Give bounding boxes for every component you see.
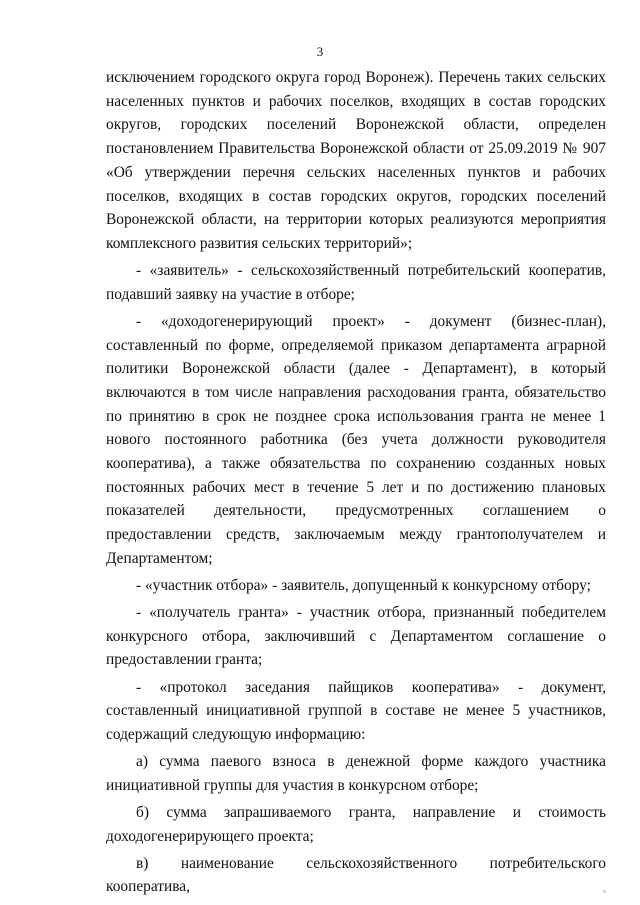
- scan-speck: [603, 890, 606, 893]
- paragraph-item-a: а) сумма паевого взноса в денежной форме каждого участника инициативной группы для участия в конкурсном отборе;: [106, 753, 606, 794]
- paragraph-definition-protocol: - «протокол заседания пайщиков кооператива» - документ, составленный инициативной группой в составе не менее 5 участников, содержащий следующую информацию:: [106, 678, 606, 743]
- paragraph-definition-applicant: - «заявитель» - сельскохозяйственный потребительский кооператив, подавший заявку на участие в отборе;: [106, 262, 606, 303]
- paragraph-item-b: б) сумма запрашиваемого гранта, направление и стоимость доходогенерирующего проекта;: [106, 803, 606, 845]
- paragraph-item-v: в) наименование сельскохозяйственного потребительского кооператива,: [106, 854, 606, 896]
- paragraph-definition-participant: - «участник отбора» - заявитель, допущенный к конкурсному отбору;: [136, 576, 591, 594]
- document-body: [106, 66, 606, 902]
- paragraph-settlements-list: исключением городского округа город Воронеж). Перечень таких сельских населенных пунктов и рабочих поселков, входящих в состав городских округов, городских поселений Воронежской области, определен постановлением Правительства Воронежской области от 25.09.2019 № 907 «Об утверждении перечня сельских населенных пунктов и рабочих поселков, входящих в состав городских округов, городских поселений Воронежской области, на территории которых реализуются мероприятия комплексного развития сельских территорий»;: [106, 69, 606, 252]
- paragraph-definition-income-project: - «доходогенерирующий проект» - документ (бизнес-план), составленный по форме, определяемой приказом департамента аграрной политики Воронежской области (далее - Департамент), в который включаются в том числе направления расходования гранта, обязательство по принятию в срок не позднее срока использования гранта не менее 1 нового постоянного работника (без учета должности руководителя кооператива), а также обязательства по сохранению созданных новых постоянных рабочих мест в течение 5 лет и по достижению плановых показателей деятельности, предусмотренных соглашением о предоставлении средств, заключаемым между грантополучателем и Департаментом;: [106, 312, 606, 567]
- page-number: 3: [316, 44, 324, 59]
- paragraph-definition-grant-recipient: - «получатель гранта» - участник отбора, признанный победителем конкурсного отбора, заключивший с Департаментом соглашение о предоставлении гранта;: [106, 604, 606, 669]
